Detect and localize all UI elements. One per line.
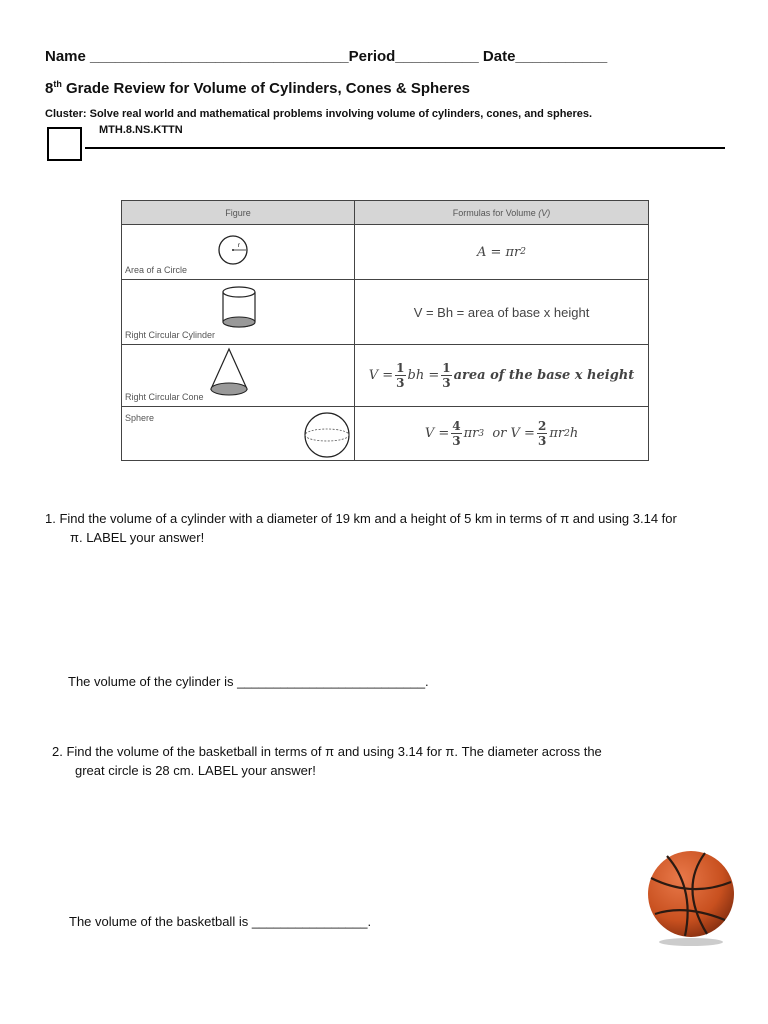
formula-area-circle: A = πr 2 (476, 244, 527, 260)
cylinder-figure-icon (220, 284, 258, 332)
horizontal-rule (85, 147, 725, 149)
fraction-two-thirds: $\frac{2}{3}$ (537, 419, 547, 448)
formula-cone-text: area of the base x height (453, 368, 635, 383)
figure-cell-sphere (122, 407, 355, 461)
table-header-row (122, 201, 649, 225)
checkbox[interactable] (47, 127, 82, 161)
figure-cell-cylinder (122, 280, 355, 345)
formula-table (121, 200, 649, 461)
header-formula-var: (V) (538, 207, 551, 218)
table-row (122, 407, 649, 461)
question-1-line2: π. LABEL your answer! (70, 530, 205, 545)
title-rest: Grade Review for Volume of Cylinders, Cones & Spheres (61, 80, 471, 97)
cone-figure-icon (208, 347, 250, 401)
title-sup: th (53, 79, 62, 89)
fraction-one-third: $\frac{1}{3}$ (396, 361, 405, 390)
formula-or: or (492, 426, 507, 441)
question-1 (45, 509, 745, 547)
sphere-figure-icon (303, 411, 351, 459)
formula-cell-circle (355, 225, 649, 280)
figure-label-sphere: Sphere (125, 413, 155, 423)
fraction-four-thirds: $\frac{4}{3}$ (452, 419, 461, 448)
figure-cell-circle (122, 225, 355, 280)
header-figure: Figure (122, 201, 355, 225)
page-title (45, 79, 470, 97)
formula-cell-cone (355, 345, 649, 407)
cluster-text: Cluster: Solve real world and mathematical problems involving volume of cylinders, cones, and spheres. (45, 108, 593, 120)
fraction-one-third: $\frac{1}{3}$ (442, 361, 451, 390)
standard-code: MTH.8.NS.KTTN (99, 124, 183, 136)
header-formula-text: Formulas for Volume (452, 207, 536, 218)
radius-label: r (238, 243, 240, 249)
question-1-answer-line[interactable]: The volume of the cylinder is __________________________. (68, 674, 429, 689)
figure-label-cylinder: Right Circular Cylinder (125, 330, 216, 340)
question-2 (52, 742, 752, 780)
formula-cylinder-text: V = Bh = area of base x height (413, 304, 590, 320)
question-2-answer-line[interactable]: The volume of the basketball is ________________. (69, 914, 372, 929)
figure-label-circle: Area of a Circle (125, 265, 188, 275)
question-1-line1: 1. Find the volume of a cylinder with a diameter of 19 km and a height of 5 km in terms of π and using 3.14 for (45, 511, 677, 526)
formula-cone: V = $\frac{1}{3}$ bh = $\frac{1}{3}$ area of the base x height (368, 361, 635, 390)
formula-cylinder (355, 280, 648, 344)
question-2-line2: great circle is 28 cm. LABEL your answer! (75, 763, 316, 778)
basketball-image (645, 848, 737, 948)
title-prefix: 8 (45, 80, 54, 97)
formula-cell-sphere (355, 407, 649, 461)
header-line: Name _______________________________Period__________ Date___________ (45, 48, 608, 65)
circle-figure-icon (217, 234, 249, 266)
figure-label-cone: Right Circular Cone (125, 392, 204, 402)
table-row (122, 345, 649, 407)
figure-cell-cone (122, 345, 355, 407)
formula-sphere: V = $\frac{4}{3}$ πr 3 or V = $\frac{2}{3}$ πr 2 h (424, 419, 579, 448)
basketball-ball (648, 851, 734, 937)
table-row (122, 280, 649, 345)
formula-cell-cylinder (355, 280, 649, 345)
question-2-line1: 2. Find the volume of the basketball in terms of π and using 3.14 for π. The diameter across the (52, 744, 602, 759)
table-row (122, 225, 649, 280)
header-formula (355, 201, 649, 225)
